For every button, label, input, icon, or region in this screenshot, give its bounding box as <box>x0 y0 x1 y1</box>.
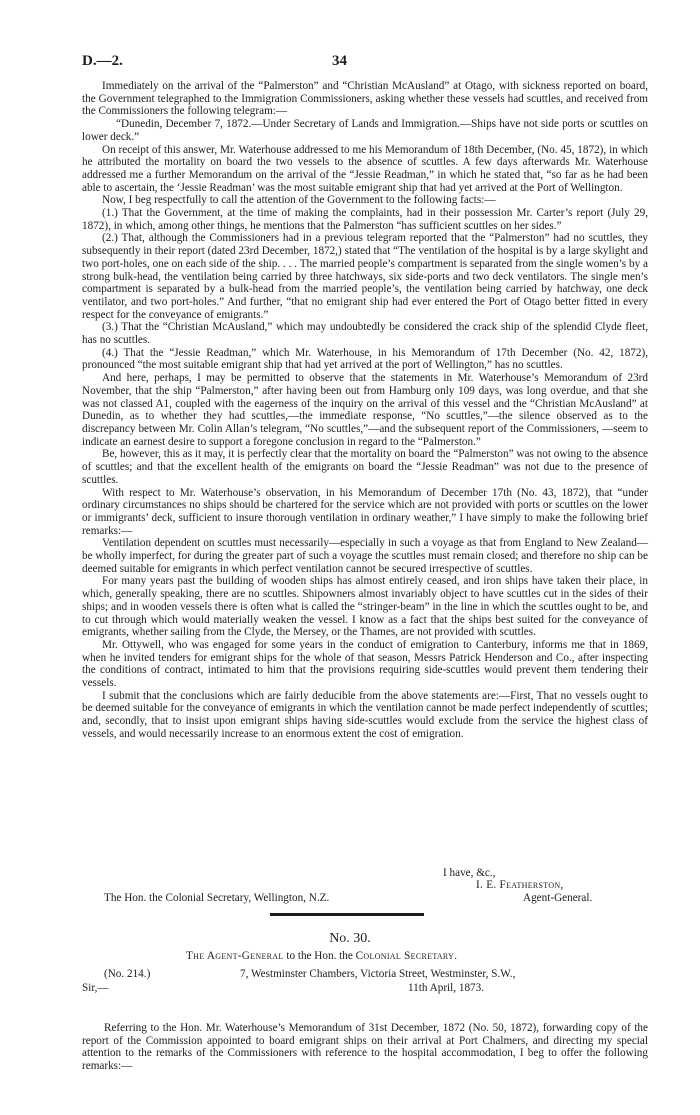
paragraph-fact-3: (3.) That the “Christian McAusland,” which may undoubtedly be considered the crack ship of the splendid Clyde fleet, has no scuttles. <box>82 321 648 347</box>
letter-address: 7, Westminster Chambers, Victoria Street, Westminster, S.W., <box>240 968 516 980</box>
letter-heading-mid: to the Hon. the <box>283 950 356 962</box>
page-number: 34 <box>332 53 347 69</box>
paragraph: Mr. Ottywell, who was engaged for some years in the conduct of emigration to Canterbury, informs me that in 1869, when he invited tenders for emigrant ships for the whole of that season, Messrs Patrick Henderson and Co., after inspecting the conditions of contract, intimated to him that the provisions requiring side-scuttles would prevent them tendering their vessels. <box>82 638 648 690</box>
signoff-name: I. E. Featherston, <box>476 879 564 891</box>
paragraph-telegram: “Dunedin, December 7, 1872.—Under Secretary of Lands and Immigration.—Ships have not side ports or scuttles on lower deck.” <box>82 118 648 143</box>
paragraph: Referring to the Hon. Mr. Waterhouse’s Memorandum of 31st December, 1872 (No. 50, 1872), forwarding copy of the report of the Commission appointed to board emigrant ships on their arrival at Port Chalmers, and directing my special attention to the remarks of the Commissioners with reference to the hospital accommodation, I beg to offer the following remarks:— <box>82 1022 648 1073</box>
letter-salutation: Sir,— <box>82 982 109 994</box>
paragraph-fact-4: (4.) That the “Jessie Readman,” which Mr. Waterhouse, in his Memorandum of 17th December (No. 42, 1872), pronounced “the most suitable emigrant ship that had yet arrived at the port of Wellington,” has no scuttles. <box>82 346 648 372</box>
main-body <box>82 80 648 741</box>
paragraph: Immediately on the arrival of the “Palmerston” and “Christian McAusland” at Otago, with sickness reported on board, the Government telegraphed to the Immigration Commissioners, asking whether these vessels had scuttles, and received from the Commissioners the following telegram:— <box>82 80 648 118</box>
paragraph: For many years past the building of wooden ships has almost entirely ceased, and iron ships have taken their place, in which, generally speaking, there are no scuttles. Shipowners almost invariably object to have scuttles cut in the sides of their ships; and in wooden vessels there is often what is called the “stringer-beam” in the line in which the scuttles ought to be, and to cut through which would materially weaken the vessel. I know as a fact that the ships best suited for the conveyance of emigrants, whether sailing from the Clyde, the Mersey, or the Thames, are not provided with scuttles. <box>82 575 648 639</box>
letter-heading-to: Colonial Secretary. <box>355 950 458 962</box>
paragraph: With respect to Mr. Waterhouse’s observation, in his Memorandum of December 17th (No. 43, 1872), that “under ordinary circumstances no ships should be chartered for the service which are not provided with ports or scuttles on the lower or immigrants’ deck, sufficient to insure thorough ventilation in ordinary weather,” I have simply to make the following brief remarks:— <box>82 486 648 537</box>
section-divider <box>270 913 424 916</box>
paragraph: And here, perhaps, I may be permitted to observe that the statements in Mr. Waterhouse’s Memorandum of 23rd November, that the ship “Palmerston,” after having been out from Hamburg only 109 days, was long overdue, and that she was not classed A1, coupled with the eagerness of the inquiry on the arrival of this vessel and the “Christian McAusland” at Dunedin, as to whether they had scuttles,—the immediate response, “No scuttles,”—the silence observed as to the discrepancy between Mr. Colin Allan’s telegram, “No scuttles,”—and the subsequent report of the Commissioners, —seem to indicate an earnest desire to support a foregone conclusion in regard to the “Palmerston.” <box>82 372 648 448</box>
document-reference: D.—2. <box>82 53 123 69</box>
paragraph: Be, however, this as it may, it is perfectly clear that the mortality on board the “Palmerston” was not owing to the absence of scuttles; and that the excellent health of the emigrants on board the “Jessie Readman” was not due to the presence of scuttles. <box>82 448 648 486</box>
letter-number: No. 30. <box>329 931 371 946</box>
paragraph: On receipt of this answer, Mr. Waterhouse addressed to me his Memorandum of 18th December, (No. 45, 1872), in which he attributed the mortality on board the two vessels to the absence of scuttles. A few days afterwards Mr. Waterhouse addressed me a further Memorandum on the arrival of the “Jessie Readman,” in which he stated that, “so far as he had been able to ascertain, the ‘Jessie Readman’ was the most suitable emigrant ship that had yet arrived at the Port of Wellington. <box>82 143 648 194</box>
paragraph: Now, I beg respectfully to call the attention of the Government to the following facts:— <box>102 194 496 207</box>
letter-date: 11th April, 1873. <box>408 982 485 994</box>
letter-heading-from: The Agent-General <box>186 950 284 962</box>
signoff-closing: I have, &c., <box>443 867 496 879</box>
signoff-addressee: The Hon. the Colonial Secretary, Wellington, N.Z. <box>104 892 330 904</box>
letter-heading <box>186 950 457 962</box>
letter-body <box>82 1022 648 1073</box>
letter-ref: (No. 214.) <box>104 968 151 980</box>
paragraph-fact-2: (2.) That, although the Commissioners had in a previous telegram reported that the “Palmerston” had no scuttles, they subsequently in their report (dated 23rd December, 1872,) stated that “The ventilation of the hospital is by a large skylight and two port-holes, one on each side of the ship. . . . The married people’s compartment is separated from the single women’s by a strong bulk-head, the ventilation being carried by three hatchways, six side-ports and two deck ventilators. The single men’s compartment is separated by a bulk-head from the married people’s, the ventilation being carried by hatchway, one deck ventilator, and two port-holes.” And further, “that no emigrant ship had ever entered the Port of Otago better fitted in every respect for the conveyance of emigrants.” <box>82 232 648 321</box>
paragraph: Ventilation dependent on scuttles must necessarily—especially in such a voyage as that from England to New Zealand—be wholly imperfect, for during the greater part of such a voyage the scuttles must remain closed; and therefore no ship can be deemed suitable for emigrants in which perfect ventilation cannot be secured irrespective of scuttles. <box>82 537 648 575</box>
signoff-title: Agent-General. <box>523 892 593 904</box>
paragraph-fact-1: (1.) That the Government, at the time of making the complaints, had in their possession Mr. Carter’s report (July 29, 1872), in which, among other things, he mentions that the Palmerston “has sufficient scuttles on her sides.” <box>82 207 648 232</box>
paragraph: I submit that the conclusions which are fairly deducible from the above statements are:—First, That no vessels ought to be deemed suitable for the conveyance of emigrants in which the ventilation cannot be made perfect independently of scuttles; and, secondly, that to insist upon emigrant ships having side-scuttles would exclude from the service the highest class of vessels, and would necessarily increase to an enormous extent the cost of emigration. <box>82 689 649 740</box>
